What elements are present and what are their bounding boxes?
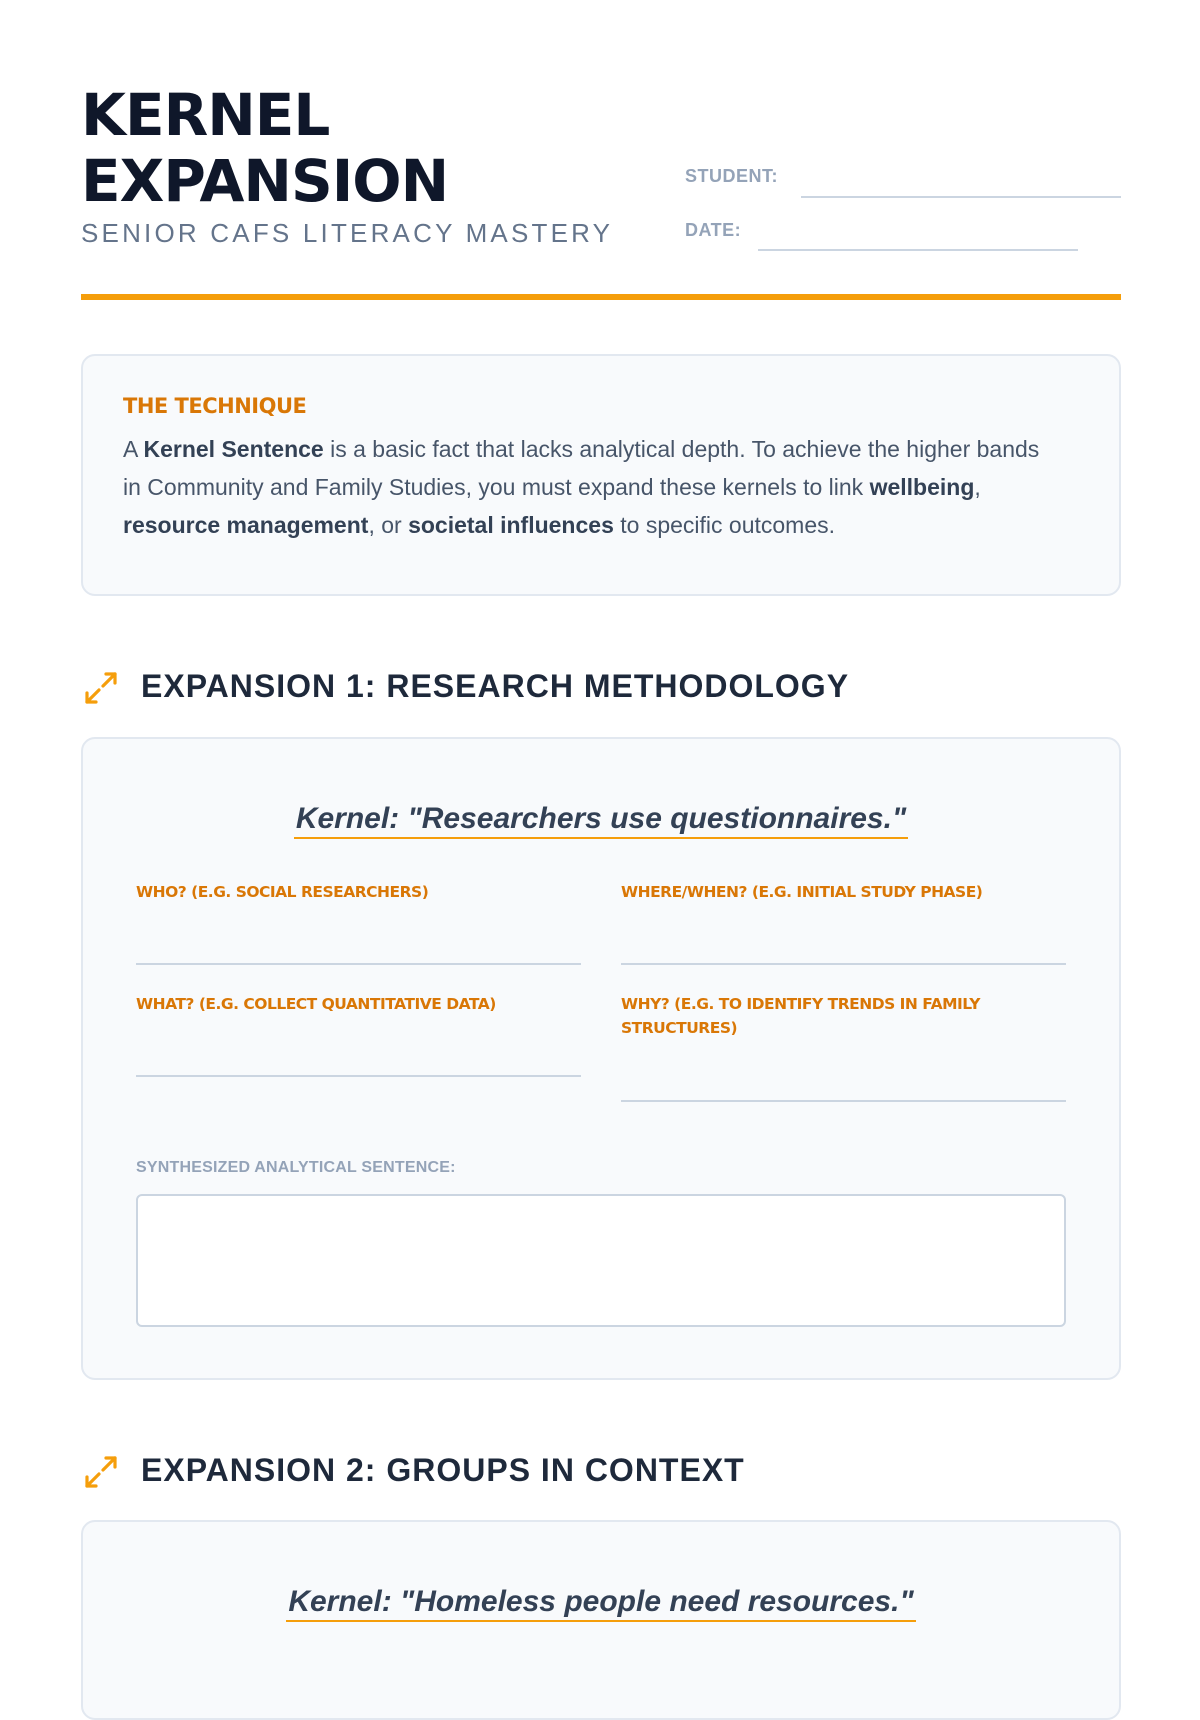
expansion-1-card <box>81 737 1121 1380</box>
page-subtitle: SENIOR CAFS LITERACY MASTERY <box>81 218 614 248</box>
expansion-2-heading <box>81 1450 1121 1494</box>
technique-box <box>81 354 1121 596</box>
why-label: WHY? (E.G. TO IDENTIFY TRENDS IN FAMILY STRUCTURES) <box>621 995 980 1037</box>
kernel-text: Kernel: "Researchers use questionnaires." <box>294 801 908 839</box>
term-societal-influences: societal influences <box>408 512 614 538</box>
what-label: WHAT? (E.G. COLLECT QUANTITATIVE DATA) <box>136 995 496 1013</box>
technique-description: A Kernel Sentence is a basic fact that lacks analytical depth. To achieve the higher bands in Community and Family Studies, you must expand these kernels to link wellbeing, resource management, or societal influences to specific outcomes. <box>123 436 1040 538</box>
synthesized-sentence-label: SYNTHESIZED ANALYTICAL SENTENCE: <box>136 1159 456 1176</box>
title-line-1: KERNEL <box>81 81 330 149</box>
student-name-field[interactable] <box>801 196 1121 198</box>
title-line-2: EXPANSION <box>81 147 449 215</box>
student-label: STUDENT: <box>685 166 778 186</box>
expansion-1-heading <box>81 666 1121 710</box>
date-field[interactable] <box>758 249 1078 251</box>
why-field[interactable] <box>621 1100 1066 1102</box>
expand-arrows-icon <box>81 1452 121 1492</box>
who-field[interactable] <box>136 963 581 965</box>
header-divider <box>81 294 1121 300</box>
kernel-text: Kernel: "Homeless people need resources." <box>286 1584 915 1622</box>
expansion-2-card <box>81 1520 1121 1720</box>
page-header <box>81 82 1121 302</box>
student-row <box>685 166 1121 220</box>
kernel-sentence <box>83 1584 1119 1622</box>
expand-arrows-icon <box>81 668 121 708</box>
where-when-field[interactable] <box>621 963 1066 965</box>
term-resource-management: resource management <box>123 512 369 538</box>
page-title <box>81 82 641 214</box>
term-kernel-sentence: Kernel Sentence <box>143 436 324 462</box>
technique-heading: THE TECHNIQUE <box>123 394 307 418</box>
synthesized-sentence-input[interactable] <box>136 1194 1066 1327</box>
date-label: DATE: <box>685 220 742 240</box>
kernel-sentence <box>83 801 1119 839</box>
who-label: WHO? (E.G. SOCIAL RESEARCHERS) <box>136 883 429 901</box>
term-wellbeing: wellbeing <box>869 474 975 500</box>
expansion-1-title: EXPANSION 1: RESEARCH METHODOLOGY <box>141 668 850 704</box>
what-field[interactable] <box>136 1075 581 1077</box>
date-row <box>685 220 1121 274</box>
expansion-2-title: EXPANSION 2: GROUPS IN CONTEXT <box>141 1452 745 1488</box>
student-meta <box>685 166 1121 274</box>
where-when-label: WHERE/WHEN? (E.G. INITIAL STUDY PHASE) <box>621 883 983 901</box>
